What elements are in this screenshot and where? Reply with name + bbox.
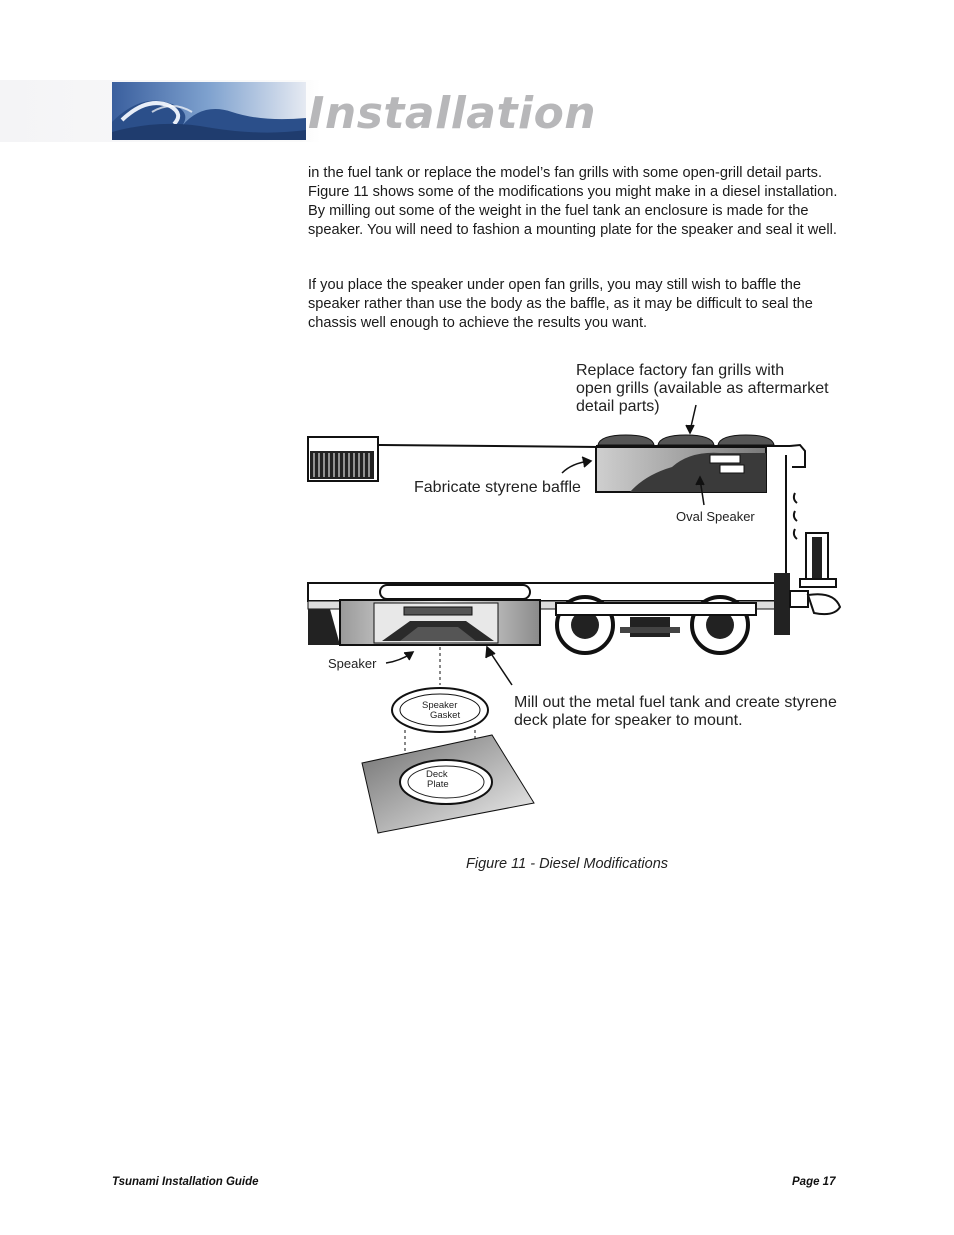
callout-grills-line2: open grills (available as aftermarket: [576, 380, 829, 397]
locomotive-chassis: [308, 573, 840, 653]
callout-mill-line2: deck plate for speaker to mount.: [514, 712, 743, 729]
callout-baffle: Fabricate styrene baffle: [414, 479, 581, 496]
speaker-gasket-and-deck-plate: [362, 647, 534, 833]
figure-caption: Figure 11 - Diesel Modifications: [466, 856, 669, 872]
page-title: Installation: [308, 88, 597, 139]
wave-logo-image: [112, 82, 306, 140]
body-paragraph-1: in the fuel tank or replace the model’s fan grills with some open-grill detail parts. Figure 11 shows some of the modifications you might make in a diesel installation. By milling out some of the weight in the fuel tank an enclosure is made for the speaker. You will need to fashion a mounting plate for the speaker and seal it well.: [308, 165, 838, 238]
footer-guide-title: Tsunami Installation Guide: [112, 1176, 259, 1188]
callout-grills-line1: Replace factory fan grills with: [576, 362, 785, 379]
callout-mill-line1: Mill out the metal fuel tank and create styrene: [514, 694, 837, 711]
body-paragraph-2: If you place the speaker under open fan grills, you may still wish to baffle the speaker rather than use the body as the baffle, as it may be difficult to seal the chassis well enough to achieve the results you want.: [308, 277, 813, 331]
diesel-modifications-figure: [300, 355, 850, 845]
footer-page-number: Page 17: [792, 1176, 836, 1188]
deck-plate-label-line2: Plate: [427, 779, 449, 790]
callout-oval-speaker: Oval Speaker: [676, 509, 755, 524]
deck-plate-label-line1: Deck: [426, 769, 448, 780]
gasket-label-line1: Speaker: [422, 700, 458, 711]
callout-grills-line3: detail parts): [576, 398, 660, 415]
gasket-label-line2: Gasket: [430, 710, 461, 721]
callout-speaker: Speaker: [328, 656, 377, 671]
